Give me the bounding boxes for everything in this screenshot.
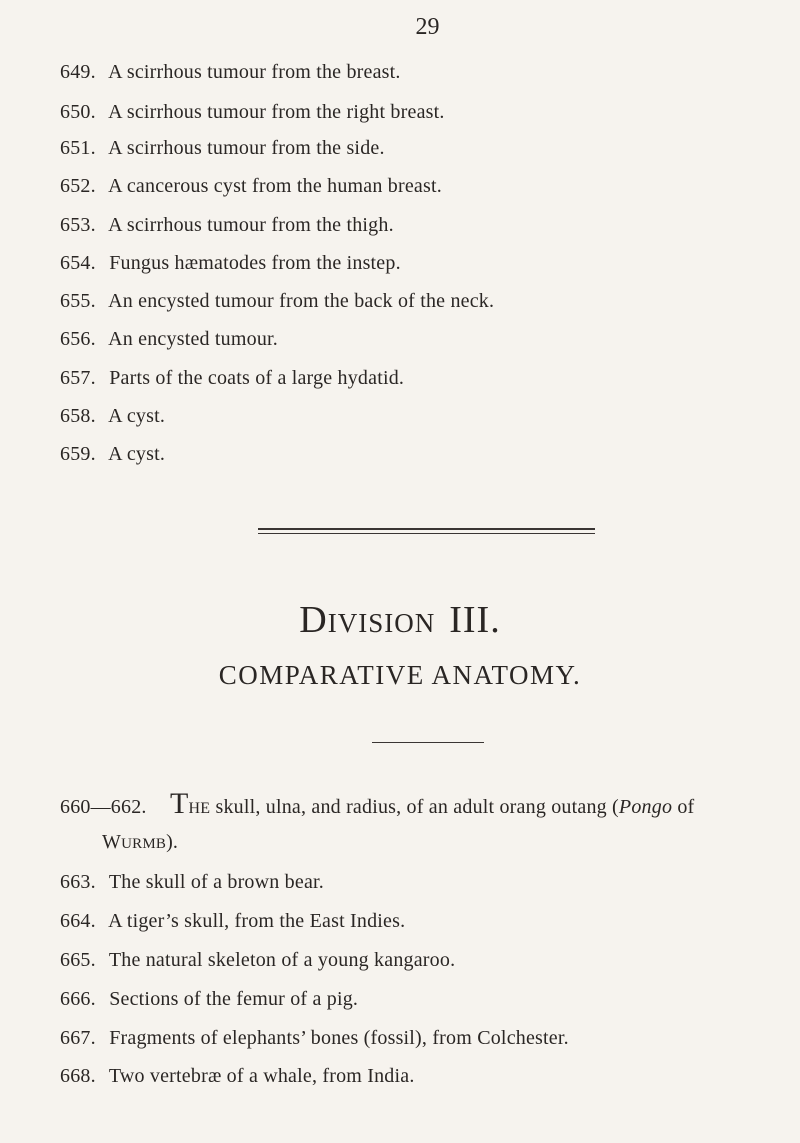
entry-number: 658. (60, 405, 96, 427)
entry-number: 668. (60, 1065, 96, 1087)
catalogue-entry-649 (60, 58, 401, 86)
catalogue-entry-651 (60, 134, 385, 162)
catalogue-entry-660-662 (60, 787, 695, 823)
entry-number: 652. (60, 175, 96, 197)
page-number: 29 (415, 14, 440, 40)
entry-number: 663. (60, 871, 96, 893)
entry-text: The natural skeleton of a young kangaroo. (108, 949, 456, 971)
catalogue-entry-659 (60, 440, 165, 468)
entry-text-close: ). (166, 831, 179, 853)
catalogue-entry-655 (60, 287, 494, 315)
entry-number: 651. (60, 137, 96, 159)
entry-number: 657. (60, 367, 96, 389)
entry-text: Fragments of elephants’ bones (fossil), from Colchester. (109, 1027, 569, 1049)
catalogue-entry-652 (60, 172, 442, 200)
entry-initial-rest: HE (188, 800, 211, 817)
catalogue-entry-663 (60, 868, 324, 896)
catalogue-entry-664 (60, 907, 405, 935)
entry-text: Parts of the coats of a large hydatid. (109, 367, 405, 389)
division-word: IVISION (327, 608, 436, 638)
entry-text: Sections of the femur of a pig. (109, 988, 359, 1010)
entry-initial: T (170, 787, 189, 820)
catalogue-entry-657 (60, 364, 404, 392)
catalogue-entry-656 (60, 325, 278, 353)
author-initial: W (102, 831, 122, 853)
catalogue-entry-667 (60, 1024, 569, 1052)
catalogue-entry-665 (60, 946, 455, 974)
entry-number: 665. (60, 949, 96, 971)
entry-text: A cyst. (108, 405, 166, 427)
division-numeral: III. (449, 599, 501, 641)
catalogue-entry-658 (60, 402, 165, 430)
entry-text: The skull of a brown bear. (108, 871, 324, 893)
entry-text: An encysted tumour. (108, 328, 278, 350)
author-name-rest: URMB (121, 836, 167, 852)
entry-text: A scirrhous tumour from the breast. (108, 61, 401, 83)
entry-text-end: of (672, 796, 695, 818)
entry-number: 666. (60, 988, 96, 1010)
catalogue-entry-660-662-continuation (102, 828, 178, 858)
entry-text: Two vertebræ of a whale, from India. (108, 1065, 415, 1087)
entry-number: 654. (60, 252, 96, 274)
catalogue-entry-668 (60, 1062, 415, 1090)
entry-text: A scirrhous tumour from the thigh. (108, 214, 394, 236)
entry-text: A scirrhous tumour from the right breast. (108, 101, 445, 123)
entry-text: Fungus hæmatodes from the instep. (109, 252, 401, 274)
entry-number: 664. (60, 910, 96, 932)
catalogue-entry-666 (60, 985, 358, 1013)
entry-italic-term: Pongo (618, 796, 673, 818)
entry-text: An encysted tumour from the back of the neck. (108, 290, 495, 312)
entry-text: A cancerous cyst from the human breast. (108, 175, 442, 197)
catalogue-entry-654 (60, 249, 401, 277)
entry-number: 649. (60, 61, 96, 83)
entry-text: A scirrhous tumour from the side. (108, 137, 385, 159)
entry-text: A cyst. (108, 443, 166, 465)
division-initial: D (299, 599, 328, 641)
entry-number: 659. (60, 443, 96, 465)
catalogue-entry-650 (60, 98, 445, 126)
section-divider-rule (372, 742, 484, 743)
entry-number: 650. (60, 101, 96, 123)
entry-text: skull, ulna, and radius, of an adult orang outang ( (210, 796, 619, 818)
entry-number: 667. (60, 1027, 96, 1049)
entry-number: 653. (60, 214, 96, 236)
division-heading (0, 598, 800, 642)
entry-text: A tiger’s skull, from the East Indies. (108, 910, 406, 932)
entry-number: 656. (60, 328, 96, 350)
entry-number: 655. (60, 290, 96, 312)
entry-number: 660—662. (60, 796, 147, 818)
section-subtitle: COMPARATIVE ANATOMY. (218, 660, 582, 690)
section-divider-double-rule (258, 528, 595, 534)
catalogue-entry-653 (60, 211, 394, 239)
